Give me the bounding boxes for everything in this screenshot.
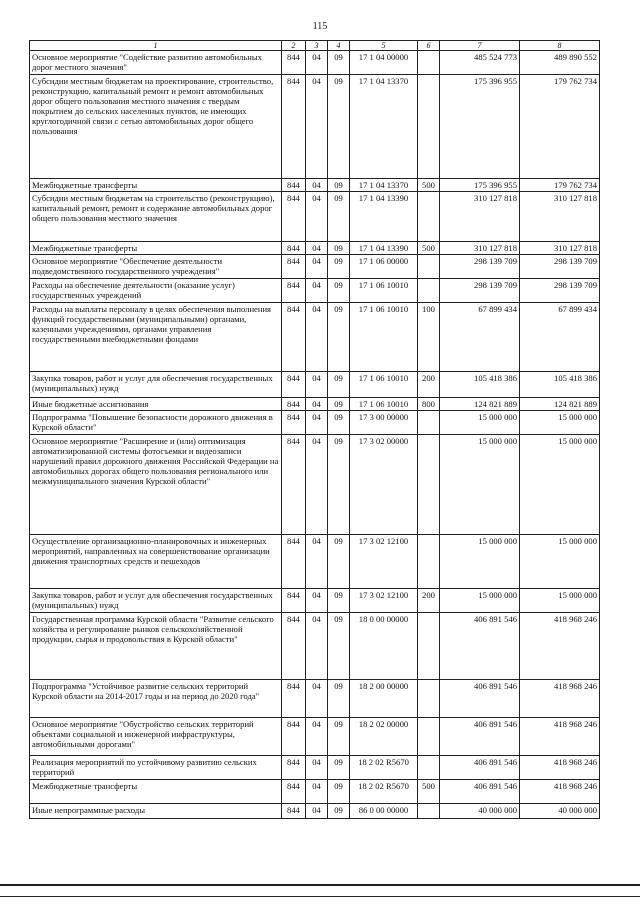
row-amount-year-1: 15 000 000 [440,535,520,589]
row-expense-type [418,756,440,780]
row-section-code: 04 [306,780,328,804]
row-section-code: 04 [306,192,328,242]
row-name: Реализация мероприятий по устойчивому развитию сельских территорий [30,756,282,780]
header-col-6: 6 [418,41,440,51]
row-ministry-code: 844 [282,75,306,179]
row-amount-year-1: 175 396 955 [440,75,520,179]
row-subsection-code: 09 [328,279,350,303]
row-amount-year-2: 418 968 246 [520,756,600,780]
header-col-4: 4 [328,41,350,51]
row-amount-year-1: 298 139 709 [440,279,520,303]
row-subsection-code: 09 [328,756,350,780]
table-row [30,303,600,372]
row-target-code: 17 1 04 00000 [350,51,418,75]
row-name: Основное мероприятие "Обеспечение деятельности подведомственного государственного учреждения" [30,255,282,279]
row-amount-year-1: 310 127 818 [440,192,520,242]
row-amount-year-1: 15 000 000 [440,589,520,613]
row-expense-type [418,51,440,75]
row-expense-type [418,613,440,680]
row-ministry-code: 844 [282,804,306,819]
row-target-code: 17 1 06 00000 [350,255,418,279]
row-target-code: 17 3 02 00000 [350,435,418,535]
row-expense-type [418,435,440,535]
row-amount-year-1: 15 000 000 [440,435,520,535]
row-subsection-code: 09 [328,411,350,435]
table-row [30,756,600,780]
row-ministry-code: 844 [282,255,306,279]
row-expense-type [418,75,440,179]
header-col-3: 3 [306,41,328,51]
row-expense-type [418,255,440,279]
row-amount-year-2: 40 000 000 [520,804,600,819]
row-amount-year-2: 298 139 709 [520,279,600,303]
row-ministry-code: 844 [282,535,306,589]
table-row [30,51,600,75]
row-amount-year-1: 105 418 386 [440,372,520,398]
row-ministry-code: 844 [282,589,306,613]
row-subsection-code: 09 [328,179,350,192]
row-subsection-code: 09 [328,242,350,255]
bottom-rule [0,884,640,886]
row-section-code: 04 [306,613,328,680]
row-amount-year-1: 406 891 546 [440,613,520,680]
bottom-rule-thin [0,896,640,897]
row-amount-year-2: 15 000 000 [520,589,600,613]
row-ministry-code: 844 [282,718,306,756]
page-number: 115 [312,21,328,32]
table-row [30,589,600,613]
row-amount-year-1: 124 821 889 [440,398,520,411]
row-ministry-code: 844 [282,411,306,435]
row-expense-type: 500 [418,179,440,192]
row-ministry-code: 844 [282,780,306,804]
row-amount-year-2: 15 000 000 [520,411,600,435]
row-subsection-code: 09 [328,804,350,819]
row-subsection-code: 09 [328,680,350,718]
row-target-code: 18 2 02 R5670 [350,780,418,804]
row-subsection-code: 09 [328,613,350,680]
row-amount-year-2: 310 127 818 [520,242,600,255]
header-row [30,41,600,51]
row-subsection-code: 09 [328,435,350,535]
row-amount-year-2: 67 899 434 [520,303,600,372]
row-amount-year-2: 418 968 246 [520,613,600,680]
header-col-5: 5 [350,41,418,51]
row-target-code: 17 3 02 12100 [350,535,418,589]
row-name: Субсидии местным бюджетам на строительство (реконструкцию), капитальный ремонт, ремонт и содержание автомобильных дорог общего пользования местного значения [30,192,282,242]
row-section-code: 04 [306,255,328,279]
row-amount-year-1: 485 524 773 [440,51,520,75]
row-name: Закупка товаров, работ и услуг для обеспечения государственных (муниципальных) нужд [30,372,282,398]
table-row [30,411,600,435]
row-ministry-code: 844 [282,613,306,680]
row-target-code: 18 2 02 R5670 [350,756,418,780]
row-section-code: 04 [306,680,328,718]
row-amount-year-1: 15 000 000 [440,411,520,435]
row-amount-year-2: 15 000 000 [520,435,600,535]
row-amount-year-2: 310 127 818 [520,192,600,242]
row-target-code: 18 0 00 00000 [350,613,418,680]
row-section-code: 04 [306,535,328,589]
row-target-code: 17 1 04 13390 [350,192,418,242]
row-expense-type: 100 [418,303,440,372]
row-target-code: 17 1 06 10010 [350,279,418,303]
row-ministry-code: 844 [282,398,306,411]
row-expense-type [418,192,440,242]
table-row [30,242,600,255]
row-name: Межбюджетные трансферты [30,242,282,255]
table-row [30,718,600,756]
row-expense-type: 200 [418,589,440,613]
row-expense-type [418,279,440,303]
row-subsection-code: 09 [328,255,350,279]
table-row [30,613,600,680]
row-subsection-code: 09 [328,192,350,242]
table-row [30,75,600,179]
row-name: Подпрограмма "Повышение безопасности дорожного движения в Курской области" [30,411,282,435]
row-subsection-code: 09 [328,372,350,398]
row-section-code: 04 [306,589,328,613]
row-subsection-code: 09 [328,589,350,613]
row-section-code: 04 [306,179,328,192]
row-amount-year-1: 298 139 709 [440,255,520,279]
row-target-code: 17 1 06 10010 [350,398,418,411]
row-expense-type: 500 [418,242,440,255]
row-ministry-code: 844 [282,242,306,255]
row-name: Осуществление организационно-планировочных и инженерных мероприятий, направленных на совершенствование организации движения транспортных средств и пешеходов [30,535,282,589]
row-target-code: 17 3 02 12100 [350,589,418,613]
table-body [30,51,600,819]
row-ministry-code: 844 [282,51,306,75]
row-expense-type [418,535,440,589]
row-amount-year-2: 418 968 246 [520,780,600,804]
table-row [30,279,600,303]
row-amount-year-1: 310 127 818 [440,242,520,255]
row-name: Иные бюджетные ассигнования [30,398,282,411]
row-name: Расходы на обеспечение деятельности (оказание услуг) государственных учреждений [30,279,282,303]
row-target-code: 18 2 00 00000 [350,680,418,718]
table-row [30,398,600,411]
row-section-code: 04 [306,804,328,819]
row-target-code: 17 1 06 10010 [350,303,418,372]
row-expense-type: 500 [418,780,440,804]
row-amount-year-2: 298 139 709 [520,255,600,279]
table-row [30,780,600,804]
row-subsection-code: 09 [328,718,350,756]
row-name: Основное мероприятие "Расширение и (или) оптимизация автоматизированной системы фотосъемки и видеозаписи нарушений правил дорожного движения Российской Федерации на автомобильных дорогах общего пользования регионального или межмуниципального значения Курской области" [30,435,282,535]
table-row [30,179,600,192]
row-name: Межбюджетные трансферты [30,179,282,192]
row-amount-year-1: 406 891 546 [440,718,520,756]
header-col-7: 7 [440,41,520,51]
row-name: Закупка товаров, работ и услуг для обеспечения государственных (муниципальных) нужд [30,589,282,613]
row-target-code: 17 1 04 13370 [350,75,418,179]
row-amount-year-2: 105 418 386 [520,372,600,398]
row-target-code: 17 1 06 10010 [350,372,418,398]
row-section-code: 04 [306,756,328,780]
table-row [30,372,600,398]
row-expense-type [418,718,440,756]
row-amount-year-2: 15 000 000 [520,535,600,589]
header-col-2: 2 [282,41,306,51]
row-section-code: 04 [306,372,328,398]
row-ministry-code: 844 [282,435,306,535]
row-amount-year-2: 179 762 734 [520,75,600,179]
table-row [30,192,600,242]
row-amount-year-1: 175 396 955 [440,179,520,192]
row-subsection-code: 09 [328,535,350,589]
row-section-code: 04 [306,411,328,435]
row-amount-year-1: 406 891 546 [440,780,520,804]
row-name: Основное мероприятие "Обустройство сельских территорий объектами социальной и инженерной инфраструктуры, автомобильными дорогами" [30,718,282,756]
row-amount-year-1: 40 000 000 [440,804,520,819]
row-section-code: 04 [306,398,328,411]
row-subsection-code: 09 [328,780,350,804]
table-row [30,535,600,589]
row-name: Государственная программа Курской области "Развитие сельского хозяйства и регулирование рынков сельскохозяйственной продукции, сырья и продовольствия в Курской области" [30,613,282,680]
row-target-code: 17 1 04 13370 [350,179,418,192]
table-row [30,255,600,279]
row-section-code: 04 [306,75,328,179]
row-ministry-code: 844 [282,303,306,372]
row-section-code: 04 [306,303,328,372]
row-expense-type: 200 [418,372,440,398]
row-target-code: 17 1 04 13390 [350,242,418,255]
row-ministry-code: 844 [282,192,306,242]
row-name: Основное мероприятие "Содействие развитию автомобильных дорог местного значения" [30,51,282,75]
row-subsection-code: 09 [328,75,350,179]
row-section-code: 04 [306,51,328,75]
row-ministry-code: 844 [282,680,306,718]
row-name: Подпрограмма "Устойчивое развитие сельских территорий Курской области на 2014-2017 годы и на период до 2020 года" [30,680,282,718]
row-name: Иные непрограммные расходы [30,804,282,819]
row-subsection-code: 09 [328,398,350,411]
row-section-code: 04 [306,718,328,756]
row-name: Расходы на выплаты персоналу в целях обеспечения выполнения функций государственными (муниципальными) органами, казенными учреждениями, органами управления государственными внебюджетными фондами [30,303,282,372]
row-target-code: 17 3 00 00000 [350,411,418,435]
row-section-code: 04 [306,242,328,255]
row-expense-type [418,680,440,718]
row-amount-year-2: 418 968 246 [520,718,600,756]
row-name: Межбюджетные трансферты [30,780,282,804]
row-ministry-code: 844 [282,756,306,780]
row-amount-year-2: 124 821 889 [520,398,600,411]
row-section-code: 04 [306,435,328,535]
row-amount-year-2: 489 890 552 [520,51,600,75]
row-amount-year-1: 406 891 546 [440,756,520,780]
row-subsection-code: 09 [328,51,350,75]
row-amount-year-2: 418 968 246 [520,680,600,718]
row-subsection-code: 09 [328,303,350,372]
row-ministry-code: 844 [282,372,306,398]
row-name: Субсидии местным бюджетам на проектирование, строительство, реконструкцию, капитальный ремонт и ремонт автомобильных дорог общего пользования местного значения с твердым покрытием до сельских населенных пунктов, не имеющих круглогодичной связи с сетью автомобильных дорог общего пользования [30,75,282,179]
row-target-code: 18 2 02 00000 [350,718,418,756]
table-row [30,680,600,718]
table-row [30,804,600,819]
budget-table [29,40,600,819]
row-amount-year-2: 179 762 734 [520,179,600,192]
row-ministry-code: 844 [282,179,306,192]
row-section-code: 04 [306,279,328,303]
table-row [30,435,600,535]
header-col-1: 1 [30,41,282,51]
row-amount-year-1: 67 899 434 [440,303,520,372]
row-ministry-code: 844 [282,279,306,303]
row-expense-type [418,804,440,819]
row-expense-type: 800 [418,398,440,411]
header-col-8: 8 [520,41,600,51]
row-expense-type [418,411,440,435]
row-amount-year-1: 406 891 546 [440,680,520,718]
row-target-code: 86 0 00 00000 [350,804,418,819]
